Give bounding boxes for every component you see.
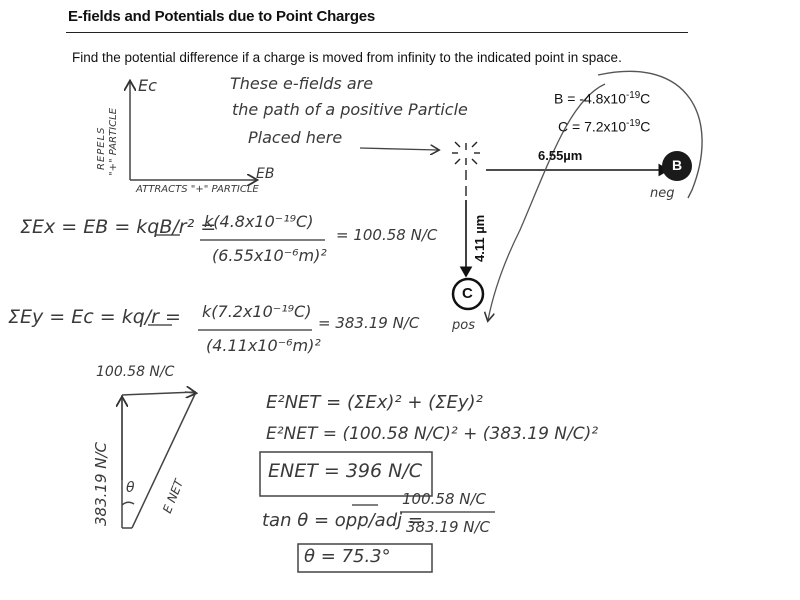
horizontal-distance-label: 6.55µm — [538, 148, 583, 163]
neg-note: neg — [650, 186, 675, 201]
axis-sketch — [130, 82, 256, 180]
tan-denominator: 383.19 N/C — [406, 518, 491, 536]
sum-ey-result: = 383.19 N/C — [318, 314, 420, 332]
repels-particle-label: "+" PARTICLE — [108, 107, 119, 176]
vector-triangle — [122, 392, 196, 528]
tan-theta-lhs: tan θ = opp/adj = — [262, 510, 423, 531]
enet-squared-eq: E²NET = (ΣEx)² + (ΣEy)² — [266, 392, 483, 413]
charge-b-label: B — [672, 157, 683, 173]
charge-c-value: $C = 7.2x10^{-19}C$ — [558, 118, 651, 135]
page-title: E-fields and Potentials due to Point Charges — [68, 8, 376, 25]
axis-ec-label: Ec — [138, 76, 157, 95]
sum-ex-numerator: k(4.8x10⁻¹⁹C) — [204, 212, 314, 231]
triangle-angle-label: θ — [126, 480, 135, 496]
placed-here-arrow — [360, 148, 438, 150]
theta-result: θ = 75.3° — [304, 546, 391, 567]
charge-c-label: C — [462, 285, 473, 302]
efield-note-line2: the path of a positive Particle — [232, 100, 468, 119]
sum-ex-denominator: (6.55x10⁻⁶m)² — [212, 246, 327, 265]
repels-label: REPELS — [96, 126, 107, 170]
field-point-burst — [452, 142, 480, 196]
enet-result: ENET = 396 N/C — [268, 460, 423, 482]
triangle-left-label: 383.19 N/C — [92, 441, 110, 526]
charge-b-value: $B = -4.8x10^{-19}C$ — [554, 90, 651, 107]
sum-ex-lhs: ΣEx = EB = kqB/r² = — [20, 216, 217, 238]
sum-ex-result: = 100.58 N/C — [336, 226, 438, 244]
axis-eb-label: EB — [256, 166, 275, 182]
enet-substituted-eq: E²NET = (100.58 N/C)² + (383.19 N/C)² — [266, 424, 599, 444]
triangle-hyp-label: E NET — [160, 477, 187, 516]
sum-ey-lhs: ΣEy = Ec = kq/r = — [8, 306, 181, 328]
sum-ey-denominator: (4.11x10⁻⁶m)² — [206, 336, 321, 355]
triangle-top-label: 100.58 N/C — [96, 364, 175, 380]
right-margin-strip — [712, 0, 800, 600]
sum-ey-numerator: k(7.2x10⁻¹⁹C) — [202, 302, 312, 321]
pos-note: pos — [452, 318, 475, 333]
efield-note-line3: Placed here — [248, 128, 343, 147]
tan-numerator: 100.58 N/C — [402, 490, 487, 508]
efield-note-line1: These e-fields are — [230, 74, 374, 93]
attracts-label: ATTRACTS "+" PARTICLE — [136, 184, 259, 195]
problem-instruction: Find the potential difference if a charge is moved from infinity to the indicated point in space. — [72, 50, 622, 65]
vertical-distance-label: 4.11 µm — [472, 214, 487, 262]
